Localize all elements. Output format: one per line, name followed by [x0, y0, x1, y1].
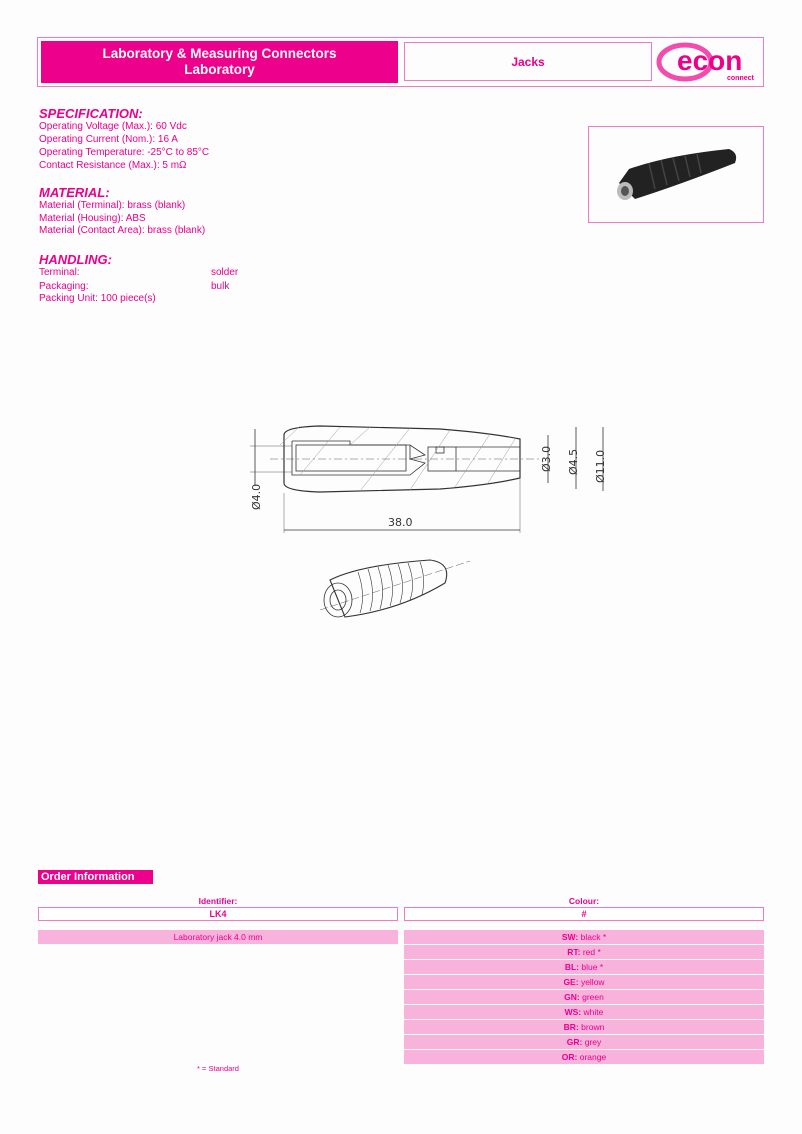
dim-d3: Ø3.0: [540, 445, 553, 472]
packaging-value: bulk: [211, 280, 230, 292]
technical-drawing: [240, 415, 620, 635]
packing-unit: Packing Unit: 100 piece(s): [39, 293, 156, 304]
packaging-label: Packaging:: [39, 280, 89, 292]
spec-item: Operating Current (Nom.): 16 A: [39, 133, 178, 145]
colour-code: RT:: [567, 947, 581, 957]
material-item: Material (Contact Area): brass (blank): [39, 225, 206, 236]
dim-d4: Ø4.0: [250, 483, 263, 510]
material-section: [39, 186, 205, 238]
order-information-label: Order Information: [38, 870, 153, 884]
svg-text:econ: econ: [677, 45, 743, 76]
colour-name: blue *: [581, 962, 604, 972]
terminal-label: Terminal:: [39, 267, 80, 278]
material-title: MATERIAL:: [39, 185, 110, 200]
colour-option: [404, 1005, 764, 1019]
dim-d11: Ø11.0: [594, 449, 607, 483]
terminal-value: solder: [211, 267, 239, 278]
colour-option: [404, 1035, 764, 1049]
colour-code: #: [404, 907, 764, 921]
colour-option: [404, 945, 764, 959]
jack-iso-view: [320, 560, 470, 617]
colour-code: GR:: [566, 1037, 583, 1047]
dim-d45: Ø4.5: [567, 448, 580, 475]
handling-title: HANDLING:: [39, 252, 112, 267]
dim-length: 38.0: [388, 516, 413, 529]
product-type: Jacks: [404, 42, 652, 81]
colour-name: red *: [582, 947, 601, 957]
colour-code: SW:: [561, 932, 579, 942]
colour-name: orange: [579, 1052, 607, 1062]
colour-code: GN:: [564, 992, 580, 1002]
colour-list: [404, 930, 764, 1065]
material-item: Material (Terminal): brass (blank): [39, 200, 186, 211]
colour-name: green: [582, 992, 604, 1002]
colour-name: grey: [584, 1037, 602, 1047]
colour-option: [404, 960, 764, 974]
colour-code: OR:: [561, 1052, 578, 1062]
colour-code: WS:: [564, 1007, 582, 1017]
category-line2: Laboratory: [184, 62, 255, 77]
category-line1: Laboratory & Measuring Connectors: [102, 46, 337, 61]
colour-name: brown: [581, 1022, 605, 1032]
colour-option: [404, 990, 764, 1004]
colour-option: [404, 1050, 764, 1064]
identifier-label: Identifier:: [198, 896, 238, 906]
spec-title: SPECIFICATION:: [39, 106, 143, 121]
colour-code: GE:: [563, 977, 579, 987]
product-description: Laboratory jack 4.0 mm: [38, 930, 398, 944]
colour-name: black *: [580, 932, 607, 942]
colour-option: [404, 930, 764, 944]
spec-item: Operating Voltage (Max.): 60 Vdc: [39, 121, 187, 132]
header-category: [41, 41, 398, 83]
svg-text:connect: connect: [727, 75, 754, 82]
econ-logo: [655, 42, 760, 82]
handling-section: [39, 253, 238, 306]
spec-item: Contact Resistance (Max.): 5 mΩ: [39, 159, 187, 171]
colour-name: white: [583, 1007, 604, 1017]
colour-option: [404, 975, 764, 989]
colour-code: BR:: [563, 1022, 579, 1032]
spec-item: Operating Temperature: -25°C to 85°C: [39, 147, 210, 158]
specification-section: [39, 107, 209, 172]
identifier-value: LK4: [38, 907, 398, 921]
material-item: Material (Housing): ABS: [39, 212, 146, 224]
colour-label: Colour:: [568, 896, 600, 906]
standard-footnote: * = Standard: [197, 1064, 239, 1073]
colour-name: yellow: [580, 977, 605, 987]
product-photo: [588, 126, 764, 223]
colour-option: [404, 1020, 764, 1034]
colour-code: BL:: [564, 962, 580, 972]
